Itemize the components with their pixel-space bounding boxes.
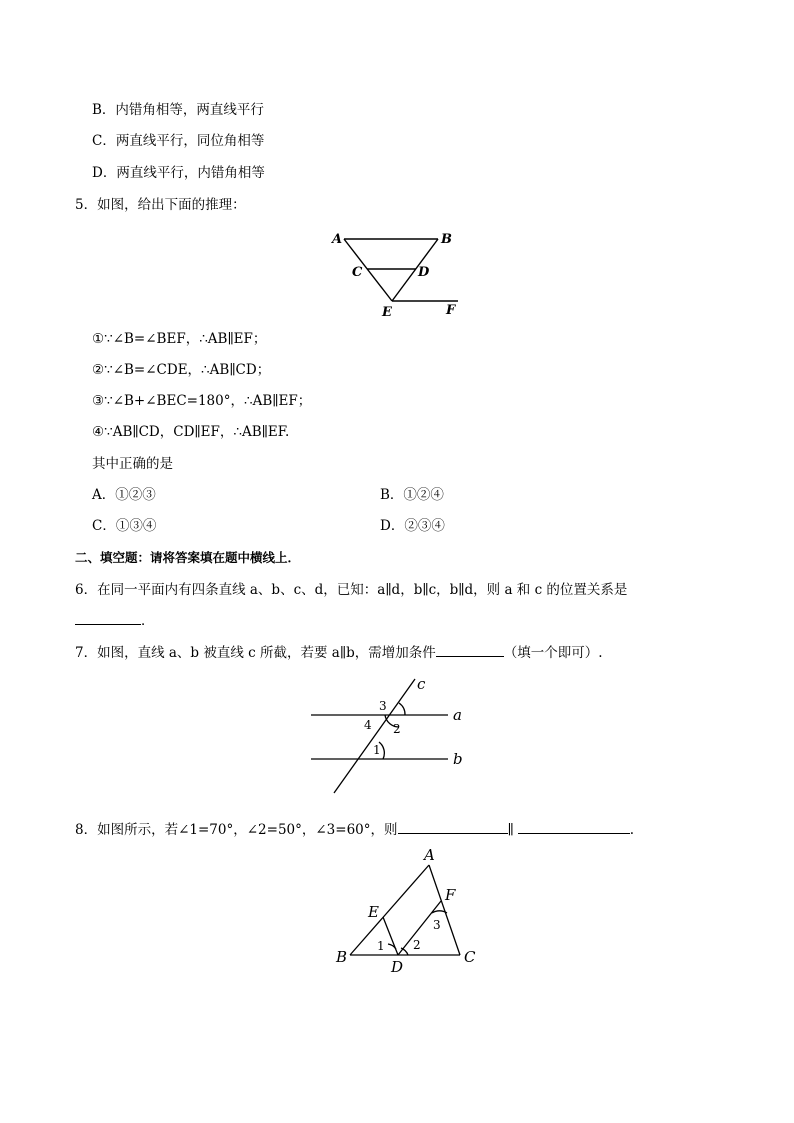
q5-option-a: A．①②③ xyxy=(92,487,156,503)
q8-label-b: B xyxy=(336,948,348,966)
q7-text-pre: 7．如图，直线 a、b 被直线 c 所截，若要 a∥b，需增加条件 xyxy=(75,645,436,661)
q8-blank-1[interactable] xyxy=(398,819,508,834)
q7-angle-4: 4 xyxy=(364,718,372,732)
q4-option-d: D．两直线平行，内错角相等 xyxy=(92,165,265,181)
q5-option-d: D．②③④ xyxy=(380,518,445,534)
q6-answer-line xyxy=(75,610,155,631)
q5-label-f: F xyxy=(446,303,456,318)
section-2-heading: 二、填空题：请将答案填在题中横线上． xyxy=(75,550,301,565)
q8-label-f: F xyxy=(445,886,456,904)
q8-angle-2: 2 xyxy=(413,938,421,952)
q5-statement-4: ④∵AB∥CD，CD∥EF，∴AB∥EF. xyxy=(92,424,290,440)
q7-angle-3: 3 xyxy=(379,699,387,713)
q5-statement-1: ①∵∠B=∠BEF，∴AB∥EF； xyxy=(92,331,267,347)
q7-figure xyxy=(305,675,475,800)
q5-label-b: B xyxy=(441,232,452,247)
q5-figure xyxy=(320,225,470,320)
q7-angle-1: 1 xyxy=(373,743,381,757)
q4-option-c: C．两直线平行，同位角相等 xyxy=(92,133,265,149)
q6-text: 6．在同一平面内有四条直线 a、b、c、d，已知：a∥d，b∥c，b∥d，则 a 和 c 的位置关系是 xyxy=(75,582,628,598)
q5-question: 其中正确的是 xyxy=(92,456,173,472)
q7-text-line xyxy=(75,642,603,663)
q7-angle-2: 2 xyxy=(393,722,401,736)
q7-text-post: （填一个即可）. xyxy=(503,645,603,661)
q6-blank[interactable] xyxy=(75,610,141,625)
q8-label-c: C xyxy=(464,948,476,966)
q8-label-a: A xyxy=(424,846,435,864)
q7-label-a: a xyxy=(453,706,462,724)
q5-statement-3: ③∵∠B+∠BEC=180°，∴AB∥EF； xyxy=(92,393,312,409)
q4-option-b: B．内错角相等，两直线平行 xyxy=(92,102,264,118)
q5-label-a: A xyxy=(332,232,343,247)
q7-blank[interactable] xyxy=(436,642,504,657)
q8-angle-3: 3 xyxy=(433,918,441,932)
q7-label-b: b xyxy=(453,750,463,768)
q8-parallel: ∥ xyxy=(507,822,514,838)
q5-option-b: B．①②④ xyxy=(380,487,444,503)
q8-label-d: D xyxy=(391,958,404,976)
q8-end: . xyxy=(629,822,635,838)
q8-text-line xyxy=(75,819,634,840)
q5-stem: 5．如图，给出下面的推理： xyxy=(75,197,246,213)
q8-figure xyxy=(330,845,490,975)
q5-label-d: D xyxy=(418,265,430,280)
q8-text-pre: 8．如图所示，若∠1=70°，∠2=50°，∠3=60°，则 xyxy=(75,822,398,838)
q8-label-e: E xyxy=(368,903,379,921)
q5-label-e: E xyxy=(382,305,392,320)
q5-label-c: C xyxy=(352,265,363,280)
q7-label-c: c xyxy=(417,675,426,693)
q5-statement-2: ②∵∠B=∠CDE，∴AB∥CD； xyxy=(92,362,271,378)
q8-blank-2[interactable] xyxy=(518,819,630,834)
q8-angle-1: 1 xyxy=(377,939,385,953)
q6-end: ． xyxy=(141,613,155,629)
q5-option-c: C．①③④ xyxy=(92,518,157,534)
